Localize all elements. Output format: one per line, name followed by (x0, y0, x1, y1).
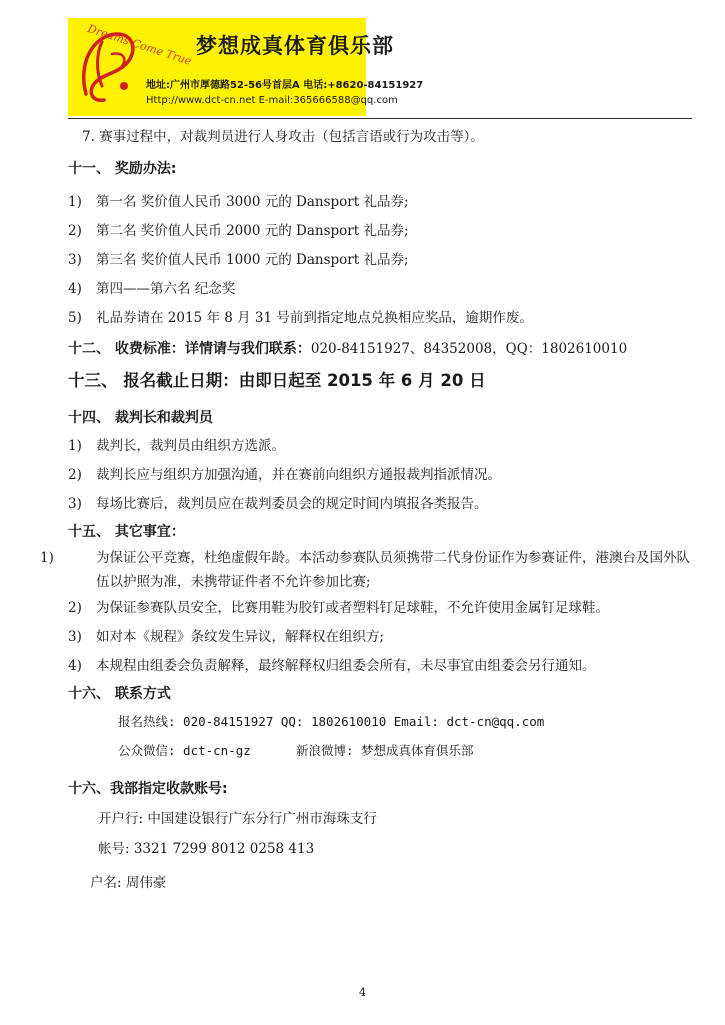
header-rule (68, 118, 692, 119)
item-number: 3) (68, 629, 82, 645)
list-item (68, 495, 488, 513)
list-item (68, 657, 596, 675)
logo-script: Dreams Come True (85, 22, 194, 68)
item-text: 裁判长应与组织方加强沟通，并在赛前向组织方通报裁判指派情况。 (96, 467, 501, 483)
section-15-title: 十五、 其它事宜： (68, 524, 185, 540)
section-14-title: 十四、 裁判长和裁判员 (68, 410, 213, 426)
list-item (68, 193, 409, 211)
item-number: 3) (68, 496, 82, 512)
section-12-title: 十二、 收费标准：详情请与我们联系： (68, 341, 311, 357)
letterhead (68, 18, 424, 116)
section-16-title: 十六、 联系方式 (68, 686, 171, 702)
payment-account: 帐号: 3321 7299 8012 0258 413 (98, 841, 315, 857)
item-number: 2) (68, 600, 82, 616)
payment-name: 户名: 周伟豪 (90, 875, 167, 891)
item-text: 为保证参赛队员安全，比赛用鞋为胶钉或者塑料钉足球鞋，不允许使用金属钉足球鞋。 (96, 600, 609, 616)
item-number: 1) (68, 194, 82, 210)
list-item (68, 251, 409, 269)
list-item (40, 546, 692, 594)
item-text: 第二名 奖价值人民币 2000 元的 Dansport 礼品券; (96, 223, 409, 239)
list-item (68, 309, 533, 327)
item-number: 3) (68, 252, 82, 268)
item-number: 4) (68, 281, 82, 297)
contact-weibo: 新浪微博: 梦想成真体育俱乐部 (296, 743, 474, 758)
club-address: 地址:广州市厚德路52-56号首层A 电话:+8620-84151927 (146, 80, 424, 91)
contact-wechat: 公众微信: dct-cn-gz (118, 743, 251, 758)
item-number: 5) (68, 310, 82, 326)
section-13-title: 十三、 报名截止日期：由即日起至 2015 年 6 月 20 日 (68, 371, 486, 390)
section-12-value: 020-84151927、84352008，QQ：1802610010 (310, 341, 628, 357)
list-item (68, 437, 285, 455)
item-number: 2) (68, 223, 82, 239)
list-item (68, 280, 235, 298)
club-web-email: Http://www.dct-cn.net E-mail:365666588@qq.com (146, 95, 398, 106)
contact-hotline: 报名热线: 020-84151927 QQ: 1802610010 Email: dct-cn@qq.com (118, 714, 545, 729)
item-number: 4) (68, 658, 82, 674)
list-item (68, 466, 501, 484)
item-text: 如对本《规程》条纹发生异议，解释权在组织方; (96, 629, 385, 645)
item-number: 1) (40, 550, 54, 566)
item-text: 裁判长，裁判员由组织方选派。 (96, 438, 285, 454)
section-payment-title: 十六、我部指定收款账号: (68, 781, 228, 797)
item-7: 7. 赛事过程中，对裁判员进行人身攻击（包括言语或行为攻击等）。 (82, 129, 484, 145)
club-name: 梦想成真体育俱乐部 (196, 34, 394, 58)
list-item (68, 222, 409, 240)
item-text: 第三名 奖价值人民币 1000 元的 Dansport 礼品券; (96, 252, 409, 268)
item-text: 每场比赛后，裁判员应在裁判委员会的规定时间内填报各类报告。 (96, 496, 488, 512)
list-item (68, 628, 384, 646)
payment-bank: 开户行: 中国建设银行广东分行广州市海珠支行 (98, 811, 377, 827)
section-11-title: 十一、 奖励办法: (68, 161, 177, 177)
item-text: 本规程由组委会负责解释，最终解释权归组委会所有，未尽事宜由组委会另行通知。 (96, 658, 596, 674)
section-12 (68, 340, 627, 358)
list-item (68, 599, 609, 617)
page-number: 4 (359, 986, 366, 999)
item-text: 为保证公平竞赛，杜绝虚假年龄。本活动参赛队员须携带二代身份证作为参赛证件，港澳台及国外队伍以护照为准，未携带证件者不允许参加比赛; (96, 550, 690, 590)
item-number: 1) (68, 438, 82, 454)
item-text: 第一名 奖价值人民币 3000 元的 Dansport 礼品券; (96, 194, 409, 210)
item-text: 礼品券请在 2015 年 8 月 31 号前到指定地点兑换相应奖品，逾期作废。 (96, 310, 533, 326)
item-text: 第四——第六名 纪念奖 (96, 281, 236, 297)
item-number: 2) (68, 467, 82, 483)
